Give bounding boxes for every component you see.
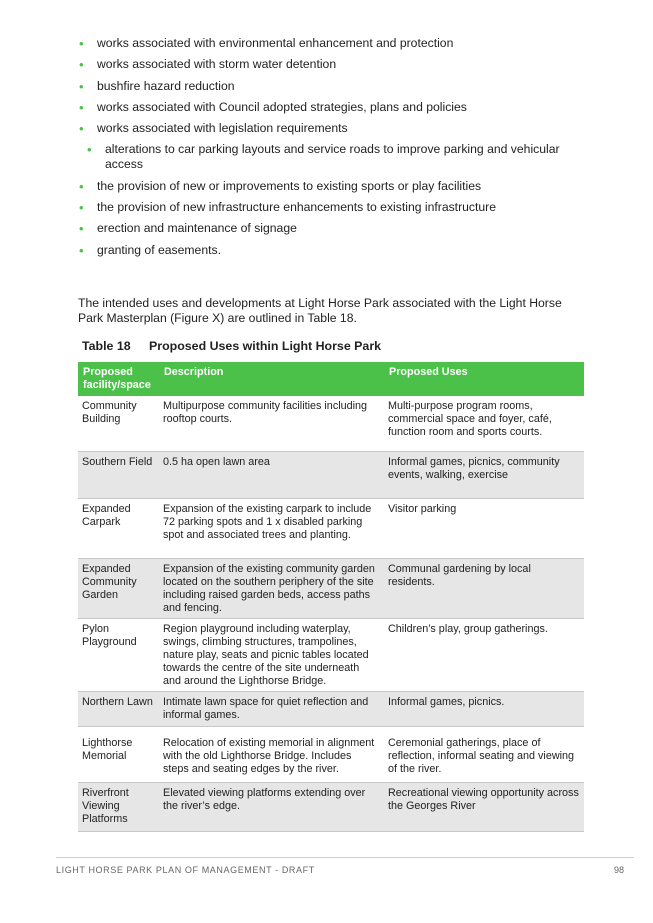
cell-facility: Pylon Playground — [78, 619, 159, 692]
cell-uses: Informal games, picnics. — [384, 692, 584, 727]
bullet-dot-icon: • — [79, 121, 84, 137]
cell-description: Region playground including waterplay, swings, climbing structures, trampolines, nature play, seats and picnic tables located towards the centre of the site underneath and around the Lighthorse Bridge. — [159, 619, 384, 692]
cell-facility: Community Building — [78, 396, 159, 452]
cell-description: Expansion of the existing carpark to include 72 parking spots and 1 x disabled parking spot and associated trees and planting. — [159, 499, 384, 559]
bullet-dot-icon: • — [79, 178, 84, 194]
bullet-dot-icon: • — [79, 99, 84, 115]
bullet-dot-icon: • — [79, 78, 84, 94]
table-row — [78, 396, 584, 452]
cell-uses: Communal gardening by local residents. — [384, 559, 584, 619]
table-caption — [82, 339, 381, 353]
cell-uses: Visitor parking — [384, 499, 584, 559]
table-row — [78, 559, 584, 619]
bullet-item: • bushfire hazard reduction — [79, 78, 235, 94]
cell-uses: Ceremonial gatherings, place of reflection, informal seating and viewing of the river. — [384, 727, 584, 783]
cell-facility: Expanded Carpark — [78, 499, 159, 559]
cell-description: Relocation of existing memorial in alignment with the old Lighthorse Bridge. Includes steps and seating edges by the river. — [159, 727, 384, 783]
cell-uses: Multi-purpose program rooms, commercial space and foyer, café, function room and sports courts. — [384, 396, 584, 452]
bullet-dot-icon: • — [79, 36, 84, 51]
footer-divider — [56, 857, 634, 858]
footer-document-title: LIGHT HORSE PARK PLAN OF MANAGEMENT - DRAFT — [56, 865, 315, 875]
cell-facility: Riverfront Viewing Platforms — [78, 783, 159, 832]
header-facility: Proposed facility/space — [78, 362, 159, 396]
header-description: Description — [159, 362, 384, 396]
table-row — [78, 619, 584, 692]
table-row — [78, 692, 584, 727]
table-row — [78, 499, 584, 559]
footer-page-number: 98 — [614, 865, 625, 875]
bullet-dot-icon: • — [79, 57, 84, 73]
cell-uses: Informal games, picnics, community events, walking, exercise — [384, 452, 584, 499]
bullet-list — [78, 36, 598, 264]
cell-facility: Expanded Community Garden — [78, 559, 159, 619]
table-number: Table 18 — [82, 339, 131, 353]
bullet-dot-icon: • — [87, 142, 92, 158]
cell-description: Intimate lawn space for quiet reflection and informal games. — [159, 692, 384, 727]
intro-paragraph: The intended uses and developments at Light Horse Park associated with the Light Horse Park Masterplan (Figure X) are outlined in Table 18. — [78, 296, 562, 325]
bullet-item: • erection and maintenance of signage — [79, 221, 297, 237]
cell-description: 0.5 ha open lawn area — [159, 452, 384, 499]
proposed-uses-table — [78, 362, 584, 832]
cell-facility: Northern Lawn — [78, 692, 159, 727]
table-row — [78, 727, 584, 783]
table-row — [78, 783, 584, 832]
table-row — [78, 452, 584, 499]
bullet-item: • the provision of new infrastructure enhancements to existing infrastructure — [79, 200, 497, 216]
bullet-dot-icon: • — [79, 221, 84, 237]
cell-description: Multipurpose community facilities including rooftop courts. — [159, 396, 384, 452]
table-header-row — [78, 362, 584, 396]
cell-description: Expansion of the existing community garden located on the southern periphery of the site including raised garden beds, access paths and fencing. — [159, 559, 384, 619]
bullet-item: • alterations to car parking layouts and service roads to improve parking and vehicular access — [87, 142, 560, 172]
cell-facility: Lighthorse Memorial — [78, 727, 159, 783]
bullet-item: • granting of easements. — [79, 242, 221, 258]
bullet-item: • works associated with Council adopted strategies, plans and policies — [79, 99, 467, 115]
bullet-item: • works associated with legislation requirements — [79, 121, 348, 137]
bullet-dot-icon: • — [79, 200, 84, 216]
header-proposed-uses: Proposed Uses — [384, 362, 584, 396]
table-title: Proposed Uses within Light Horse Park — [149, 339, 382, 353]
bullet-item: • works associated with environmental enhancement and protection — [79, 36, 454, 51]
cell-description: Elevated viewing platforms extending over the river’s edge. — [159, 783, 384, 832]
cell-uses: Children’s play, group gatherings. — [384, 619, 584, 692]
bullet-dot-icon: • — [79, 242, 84, 258]
bullet-item: • the provision of new or improvements to existing sports or play facilities — [79, 178, 482, 194]
cell-uses: Recreational viewing opportunity across the Georges River — [384, 783, 584, 832]
bullet-item: • works associated with storm water detention — [79, 57, 337, 73]
cell-facility: Southern Field — [78, 452, 159, 499]
